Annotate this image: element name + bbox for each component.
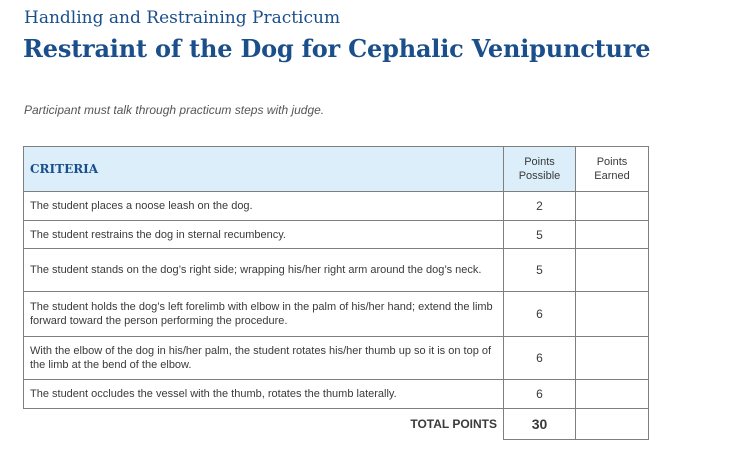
points-earned-header: Points Earned bbox=[576, 147, 649, 192]
points-earned-cell[interactable] bbox=[576, 337, 649, 380]
page-subtitle: Handling and Restraining Practicum bbox=[24, 8, 341, 28]
total-points-label: TOTAL POINTS bbox=[410, 417, 497, 432]
table-row bbox=[24, 249, 649, 292]
points-earned-cell[interactable] bbox=[576, 192, 649, 221]
points-earned-cell[interactable] bbox=[576, 380, 649, 409]
criteria-cell: The student stands on the dog’s right side; wrapping his/her right arm around the dog’s neck. bbox=[24, 249, 504, 292]
page-title: Restraint of the Dog for Cephalic Venipuncture bbox=[23, 34, 651, 63]
criteria-cell: The student occludes the vessel with the thumb, rotates the thumb laterally. bbox=[24, 380, 504, 409]
table-row bbox=[24, 292, 649, 337]
table-row bbox=[24, 221, 649, 249]
criteria-cell: The student holds the dog’s left forelimb with elbow in the palm of his/her hand; extend the limb forward toward the person performing the procedure. bbox=[24, 292, 504, 337]
points-possible-cell: 6 bbox=[504, 380, 576, 409]
criteria-cell: The student places a noose leash on the dog. bbox=[24, 192, 504, 221]
total-row bbox=[24, 409, 649, 440]
instructions-text: Participant must talk through practicum steps with judge. bbox=[24, 103, 325, 117]
table-row bbox=[24, 192, 649, 221]
table-header-row bbox=[24, 147, 649, 192]
points-possible-cell: 5 bbox=[504, 221, 576, 249]
criteria-cell: The student restrains the dog in sternal recumbency. bbox=[24, 221, 504, 249]
total-points-value: 30 bbox=[504, 409, 576, 440]
points-earned-cell[interactable] bbox=[576, 249, 649, 292]
points-possible-header: Points Possible bbox=[504, 147, 576, 192]
criteria-header: CRITERIA bbox=[24, 147, 504, 192]
points-possible-cell: 6 bbox=[504, 292, 576, 337]
table-row bbox=[24, 337, 649, 380]
criteria-cell: With the elbow of the dog in his/her palm, the student rotates his/her thumb up so it is on top of the limb at the bend of the elbow. bbox=[24, 337, 504, 380]
points-earned-cell[interactable] bbox=[576, 292, 649, 337]
points-possible-cell: 6 bbox=[504, 337, 576, 380]
points-possible-cell: 5 bbox=[504, 249, 576, 292]
table-row bbox=[24, 380, 649, 409]
total-points-earned-cell[interactable] bbox=[576, 409, 649, 440]
points-possible-cell: 2 bbox=[504, 192, 576, 221]
criteria-table bbox=[23, 146, 649, 440]
points-earned-cell[interactable] bbox=[576, 221, 649, 249]
